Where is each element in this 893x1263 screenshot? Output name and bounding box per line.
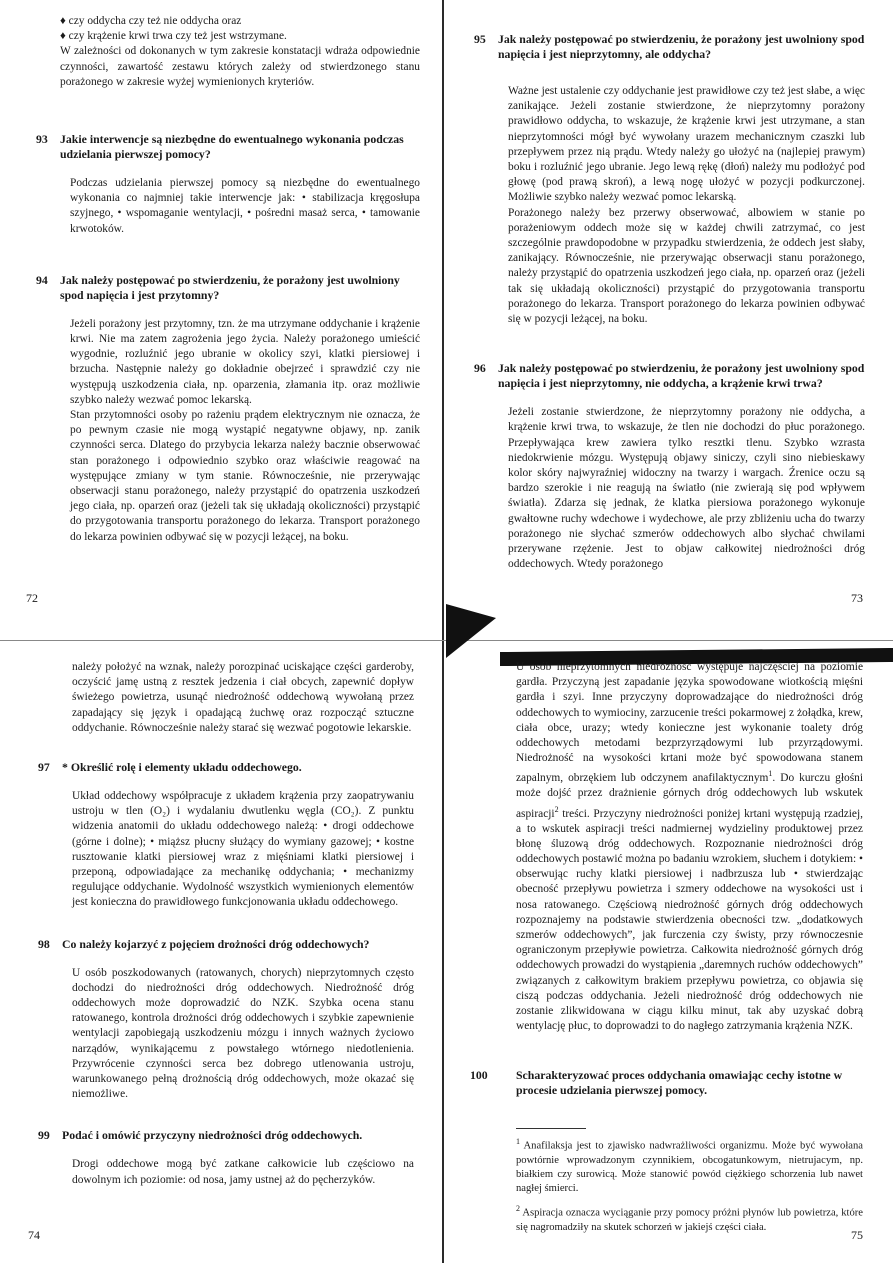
question-94-body-1: Jeżeli porażony jest przytomny, tzn. że ma utrzymane oddychanie i krążenie krwi. Nie ma zatem zagrożenia jego życia. Należy porażonego umieścić wygodnie, rozluźnić jego ubranie w okolicy szyi, klatki piersiowej i brzucha. Następnie należy go dokładnie obejrzeć i sprawdzić czy nie występują uszkodzenia ciała, np. oparzenia, złamania itp. oraz możliwie szybko należy wezwać pomoc lekarską. [70,317,420,406]
question-title: Jak należy postępować po stwierdzeniu, że porażony jest uwolniony spod napięcia i jest przytomny? [60,272,400,302]
question-number: 98 [38,936,50,951]
footnote-text: Anafilaksja jest to zjawisko nadwrażliwości organizmu. Może być wywołana powtórnie wprowadzonym czynnikiem, obcogatunkowym, nietrujacym, np. białkiem czy surowicą. Może stanowić powód ciężkiego schorzenia lub nawet nagłej śmierci. [516,1141,863,1194]
question-95-heading [474,32,865,62]
question-95-body-1: Ważne jest ustalenie czy oddychanie jest prawidłowe czy też jest słabe, a więc zanikające. Jeżeli zostanie stwierdzone, że nieprzytomny porażony prawidłowo oddycha, to wskazuje, że krążenie krwi jest utrzymane, a stan nieprzytomności mógł być wywołany urazem mechanicznym czaszki lub przepływem przez nią prądu. Wtedy należy go ułożyć na (najlepiej prawym) boku i rozluźnić jego ubranie. Jego lewą rękę (dłoń) należy mu podłożyć pod głowę (pod prawą skroń), a lewą nogę ułożyć w pozycji podkurczonej. Możliwie szybko należy wezwać pomoc lekarską. [508,85,865,204]
question-title: Jakie interwencje są niezbędne do ewentualnego wykonania podczas udzielania pierwszej pomocy? [60,132,404,162]
page-73 [446,0,893,630]
question-title: * Określić rolę i elementy układu oddechowego. [62,760,302,775]
question-97-body: Układ oddechowy współpracuje z układem krążenia przy zaopatrywaniu ustroju w tlen (O₂) i wydalaniu dwutlenku węgla (CO₂). Z punktu widzenia anatomii do układu oddechowego należą: • drogi oddechowe (górne i dolne); • miąższ płucny służący do wymiany gazowej; • kostne rusztowanie klatki piersiowej wraz z mięśniami klatki piersiowej i przeponą, odpowiadające za mechanikę oddychania; • mechanizmy regulujące oddychanie. Wydolność wszystkich wymienionych elementów jest konieczna do prawidłowego funkcjonowania układu oddechowego. [72,790,414,909]
question-number: 94 [36,272,48,287]
page-number: 73 [851,590,863,605]
question-title: Jak należy postępować po stwierdzeniu, że porażony jest uwolniony spod napięcia i jest nieprzytomny, nie oddycha, a krążenie krwi trwa? [498,361,865,391]
footnote-mark: 2 [516,1204,520,1213]
question-97-heading [38,760,414,775]
question-98-heading [38,936,414,952]
question-96-body: Jeżeli zostanie stwierdzone, że nieprzytomny porażony nie oddycha, a krążenie krwi trwa, to wskazuje, że tlen nie dochodzi do płuc porażonego. Przepływająca krew zawiera tylko resztki tlenu. Szybko wzrasta niedokrwienie mózgu. Występują objawy siniczy, czyli sino niebieskawy kolor skóry najwyraźniej widoczny na twarzy i wargach. Źrenice oczu są bardzo szerokie i nie reagują na światło (nie zwierają się pod wpływem światła). Zdarza się jednak, że klatka piersiowa porażonego wykonuje gwałtowne ruchy wdechowe i wydechowe, ale przy zbliżeniu ucha do twarzy porażonego nie słychać szmerów oddechowych albo słychać chwilami przerywane rzężenie. Jest to objaw całkowitej niedrożności dróg oddechowych. Wtedy porażonego [508,406,865,571]
question-number: 93 [36,132,48,147]
footnote-rule [516,1128,586,1129]
continued-text [516,660,863,1034]
question-99-heading [38,1128,414,1143]
question-93-body: Podczas udzielania pierwszej pomocy są niezbędne do ewentualnego wykonania co najmniej takie interwencje jak: • stabilizacja kręgosłupa szyjnego, • wspomaganie wentylacji, • pośredni masaż serca, • tamowanie krwotoków. [70,177,420,235]
question-95-body-2: Porażonego należy bez przerwy obserwować, albowiem w stanie po porażeniowym oddech może się w każdej chwili zatrzymać, co jest szczególnie prawdopodobne w przypadku stwierdzenia, że oddech jest słaby, zanikający. Równocześnie, nie przerywając obserwacji stanu porażonego, należy przystąpić do opatrzenia uszkodzeń jego ciała, np. oparzeń oraz (jeżeli tak się układają okoliczności) przystąpić do przygotowania transportu porażonego do lekarza. Transport porażonego do lekarza powinien odbywać się w pozycji leżącej, na boku. [508,206,865,326]
question-94-body-2: Stan przytomności osoby po rażeniu prądem elektrycznym nie oznacza, że po pewnym czasie nie mogą wystąpić negatywne objawy, np. zanik czynności serca. Dlatego do przybycia lekarza należy bacznie obserwować stan porażonego i odpowiednio szybko oraz właściwie reagować na występujące zmiany w tym stanie. Równocześnie, nie przerywając obserwacji stanu porażonego, należy przystąpić do opatrzenia uszkodzeń jego ciała, np. oparzeń oraz (jeżeli tak się układają okoliczności) przystąpić do przygotowania transportu porażonego do lekarza. Transport porażonego do lekarza powinien odbywać się w pozycji leżącej, na boku. [70,409,420,543]
question-99-body: Drogi oddechowe mogą być zatkane całkowicie lub częściowo na dowolnym ich poziomie: od nosa, jamy ustnej aż do pęcherzyków. [72,1158,414,1186]
page-75 [446,630,893,1263]
continued-text-part-3: treści. Przyczyny niedrożności poniżej krtani występują rzadziej, a to wskutek aspiracji treści nadmiernej wydzieliny produktowej przez błonę śluzową dróg oddechowych. Rozpoznanie niedrożności dróg oddechowych postawić można po badaniu wzrokiem, słuchem i dotykiem: • obserwując ruchy klatki piersiowej i nadbrzusza lub • stwierdzając obecność przepływu powietrza i szmery oddechowe na wysokości ust i nosa ratowanego. Częściową niedrożność górnych dróg oddechowych rozpoznajemy na podstawie stwierdzenia obecności tzw. „dodatkowych szmerów oddechowych”, jak furczenia czy świsty, przy równoczesnie ograniczonym przepływie powietrza. Całkowita niedrożność górnych dróg oddechowych prowadzi do wystąpienia „daremnych ruchów oddechowych” związanych z całkowitym brakiem przepływu powietrza, co objawia się ciszą podczas oddychania. Jeżeli niedrożność dróg oddechowych nie zostanie zlikwidowana w ciągu kilku minut, tak aby uzyskać dobrą wentylację płuc, to doprowadzi to do nagłego zatrzymania krążenia NZK. [516,807,863,1033]
question-number: 100 [470,1068,488,1083]
question-number: 97 [38,760,50,775]
footnote-ref-2: 2 [554,804,559,814]
question-title: Co należy kojarzyć z pojęciem drożności dróg oddechowych? [62,936,370,951]
question-96-heading [474,361,865,391]
question-title: Podać i omówić przyczyny niedrożności dróg oddechowych. [62,1128,363,1143]
footnote-ref-1: 1 [768,769,773,779]
page-number: 74 [28,1227,40,1242]
page-72 [0,0,446,630]
continued-text-part-1: U osób nieprzytomnych niedrożność występuje najczęściej na poziomie gardła. Przyczyną jest zapadanie języka spowodowane wiotkością mięśni gardła i szyi. Inne przyczyny doprowadzające do niedrożności dróg oddechowych to wymiociny, zarzucenie treści pokarmowej z żołądka, krew, ciała obce, urazy; wtedy konieczne jest wykonanie toalety dróg oddechowych metodami bezprzyrządowymi lub przyrządowymi. Niedrożność na wysokości krtani może być spowodowana stanem zapalnym, obrzękiem lub odczynem anafilaktycznym [516,661,863,785]
question-title: Scharakteryzować proces oddychania omawiając cechy istotne w procesie udzielania pierwszej pomocy. [516,1068,843,1098]
intro-line-2: ♦ czy krążenie krwi trwa czy też jest wstrzymane. [60,30,287,43]
footnote-text: Aspiracja oznacza wyciąganie przy pomocy próżni płynów lub powietrza, które się nagromadziły na skutek schorzeń w jakiejś części ciała. [516,1207,863,1233]
intro-paragraph: W zależności od dokonanych w tym zakresie konstatacji wdraża odpowiednie czynności, zawartość zestawu których zależy od stwierdzonego stanu porażonego w zakresie wyżej wymienionych kryteriów. [60,45,420,88]
question-number: 96 [474,361,486,376]
page-74 [0,630,446,1263]
footnote-mark: 1 [516,1137,520,1147]
question-94-heading [36,272,420,303]
page-number: 75 [851,1227,863,1242]
footnote-2 [516,1202,863,1235]
intro-line-1: ♦ czy oddycha czy też nie oddycha oraz [60,15,242,27]
continued-text: należy położyć na wznak, należy porozpinać uciskające części garderoby, oczyścić jamę ustną z resztek jedzenia i ciał obcych, zapewnić dopływ świeżego powietrza, usunąć niedrożność oddechową wywołaną przez zapadający się język i opadającą żuchwę oraz rozpocząć sztuczne oddychanie. Równocześnie należy starać się wezwać pogotowie lekarskie. [72,661,414,734]
footnote-1 [516,1135,863,1196]
question-number: 99 [38,1128,50,1143]
page-number: 72 [26,590,38,605]
question-100-heading [470,1068,863,1098]
question-98-body: U osób poszkodowanych (ratowanych, chorych) nieprzytomnych często dochodzi do niedrożności dróg oddechowych. Niedrożność dróg oddechowych może doprowadzić do NZK. Szybka ocena stanu ratowanego, kontrola drożności dróg oddechowych i szybkie zapewnienie wentylacji zapobiegają uszkodzeniu mózgu i innych ważnych życiowo narządów, wynikającemu z powstałego wtórnego niedotlenienia. Przywrócenie czynności serca bez dobrego utlenowania ustroju, warunkowanego pełną drożnością dróg oddechowych, może okazać się niemożliwe. [72,966,414,1101]
question-title: Jak należy postępować po stwierdzeniu, że porażony jest uwolniony spod napięcia i jest nieprzytomny, ale oddycha? [498,32,865,61]
question-93-heading [36,132,420,162]
question-number: 95 [474,32,486,46]
continued-text-part-2: . Do kurczu głośni może dojść przez drażnienie górnych dróg oddechowych lub wskutek aspiracji [516,772,863,820]
intro-text [60,14,420,44]
